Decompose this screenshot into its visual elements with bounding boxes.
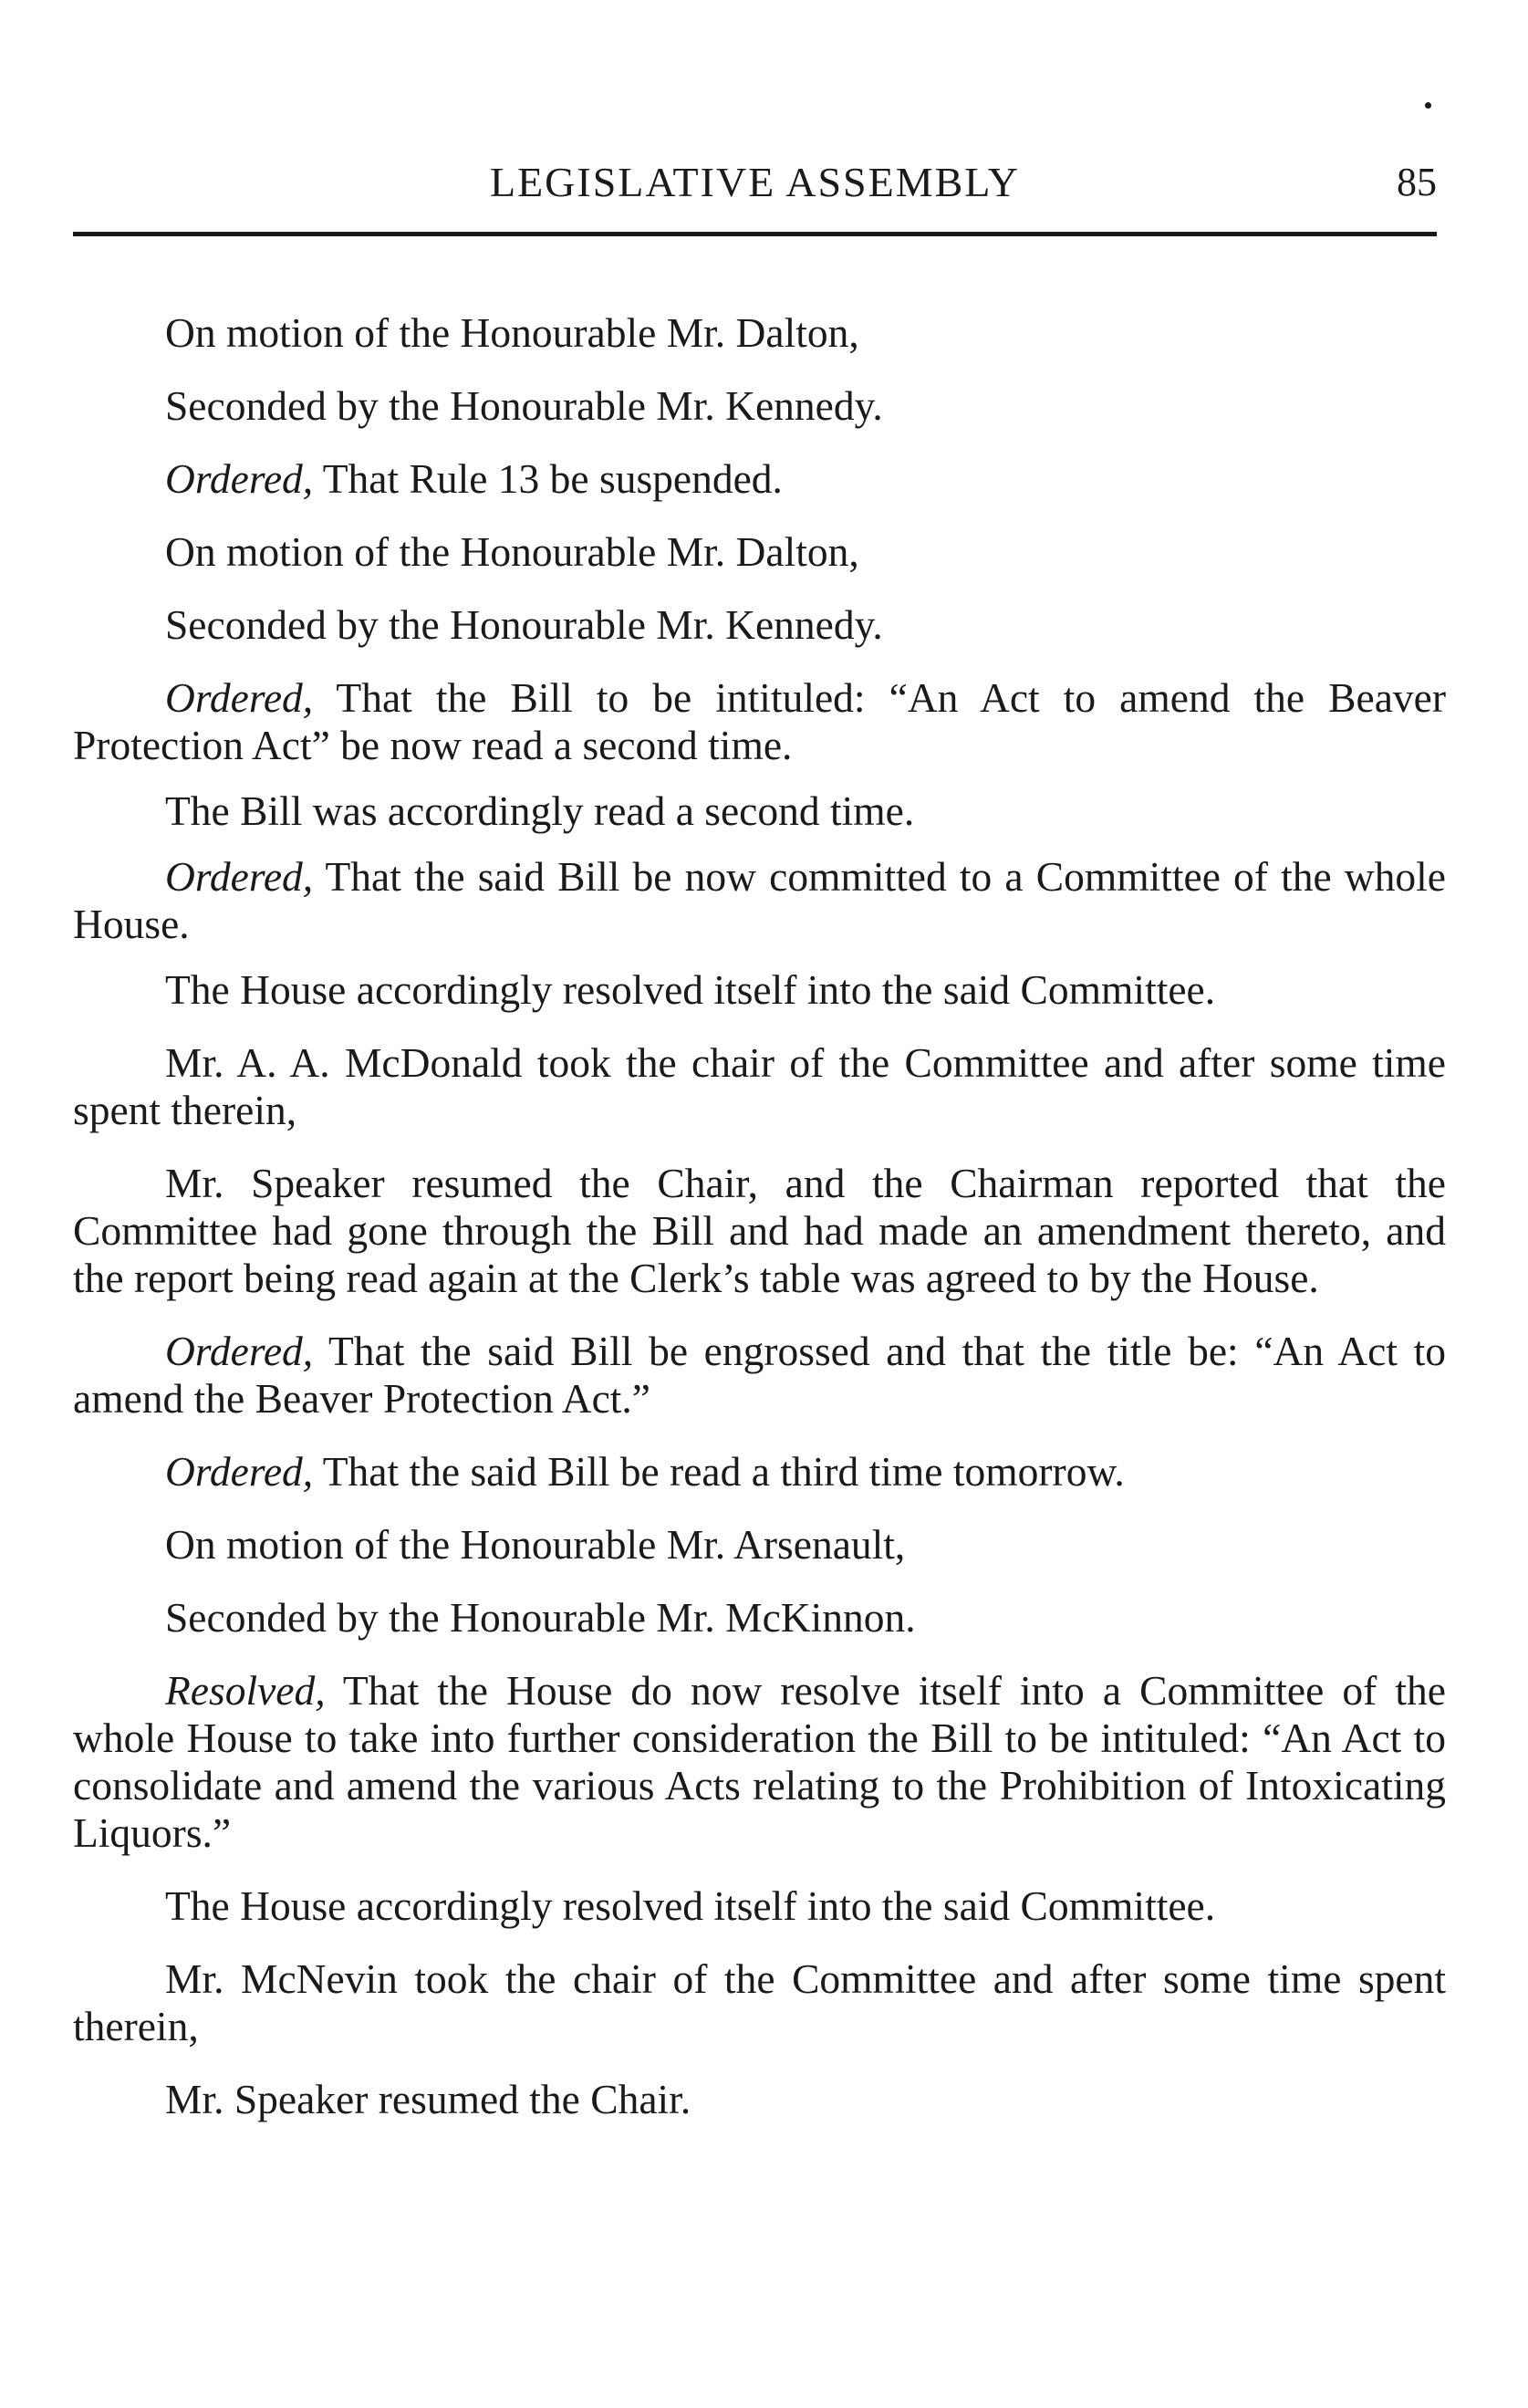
- running-title: LEGISLATIVE ASSEMBLY: [489, 159, 1021, 205]
- paragraph-text: Seconded by the Honourable Mr. Kennedy.: [165, 601, 883, 648]
- paragraph-text: On motion of the Honourable Mr. Dalton,: [165, 309, 859, 356]
- journal-paragraph: [73, 528, 1446, 576]
- paragraph-text: The House accordingly resolved itself into the said Committee.: [165, 1882, 1216, 1929]
- paragraph-text: That Rule 13 be suspended.: [313, 455, 783, 502]
- journal-paragraph: [73, 309, 1446, 357]
- journal-paragraph: [73, 674, 1446, 769]
- journal-paragraph: [73, 1955, 1446, 2050]
- paragraph-text: On motion of the Honourable Mr. Arsenault,: [165, 1521, 906, 1568]
- journal-paragraph: [73, 787, 1446, 835]
- paragraph-text: Seconded by the Honourable Mr. McKinnon.: [165, 1594, 916, 1641]
- paragraph-text: Mr. A. A. McDonald took the chair of the Committee and after some time spent therein,: [73, 1039, 1446, 1133]
- journal-paragraph: [73, 1328, 1446, 1423]
- paragraph-text: That the House do now resolve itself into a Committee of the whole House to take into further consideration the Bill to be intituled: “An Act to consolidate and amend the various Acts relating to the Prohibition of Intoxicating Liquors.”: [73, 1667, 1446, 1856]
- journal-paragraph: [73, 1039, 1446, 1134]
- print-speck: [1425, 102, 1431, 109]
- journal-paragraph: [73, 2076, 1446, 2123]
- paragraph-text: The House accordingly resolved itself into the said Committee.: [165, 966, 1216, 1013]
- paragraph-text: On motion of the Honourable Mr. Dalton,: [165, 528, 859, 575]
- journal-paragraph: [73, 601, 1446, 649]
- journal-paragraph: [73, 1448, 1446, 1496]
- paragraph-lead: Ordered,: [165, 455, 314, 502]
- paragraph-text: That the said Bill be read a third time tomorrow.: [313, 1448, 1125, 1495]
- paragraph-text: That the Bill to be intituled: “An Act to amend the Beaver Protection Act” be now read a second time.: [73, 674, 1446, 768]
- paragraph-lead: Ordered,: [165, 853, 314, 900]
- journal-paragraph: [73, 853, 1446, 948]
- paragraph-lead: Resolved,: [165, 1667, 326, 1714]
- paragraph-lead: Ordered,: [165, 1328, 314, 1374]
- paragraph-text: That the said Bill be engrossed and that the title be: “An Act to amend the Beaver Protection Act.”: [73, 1328, 1446, 1422]
- journal-paragraph: [73, 382, 1446, 430]
- journal-paragraph: [73, 1521, 1446, 1569]
- paragraph-text: Seconded by the Honourable Mr. Kennedy.: [165, 382, 883, 429]
- journal-paragraph: [73, 966, 1446, 1014]
- page-number: 85: [1397, 160, 1437, 204]
- page-header: [73, 155, 1437, 210]
- journal-paragraph: [73, 1160, 1446, 1302]
- paragraph-lead: Ordered,: [165, 674, 314, 721]
- paragraph-text: The Bill was accordingly read a second time.: [165, 787, 915, 834]
- journal-paragraph: [73, 1594, 1446, 1642]
- journal-paragraph: [73, 455, 1446, 503]
- journal-paragraph: [73, 1882, 1446, 1930]
- paragraph-text: That the said Bill be now committed to a Committee of the whole House.: [73, 853, 1446, 947]
- journal-body: [73, 287, 1446, 2123]
- paragraph-lead: Ordered,: [165, 1448, 314, 1495]
- paragraph-text: Mr. Speaker resumed the Chair.: [165, 2076, 691, 2122]
- header-rule: [73, 232, 1437, 236]
- paragraph-text: Mr. Speaker resumed the Chair, and the Chairman reported that the Committee had gone through the Bill and had made an amendment thereto, and the report being read again at the Clerk’s table was agreed to by the House.: [73, 1160, 1446, 1301]
- journal-paragraph: [73, 1667, 1446, 1857]
- paragraph-text: Mr. McNevin took the chair of the Committee and after some time spent therein,: [73, 1955, 1446, 2049]
